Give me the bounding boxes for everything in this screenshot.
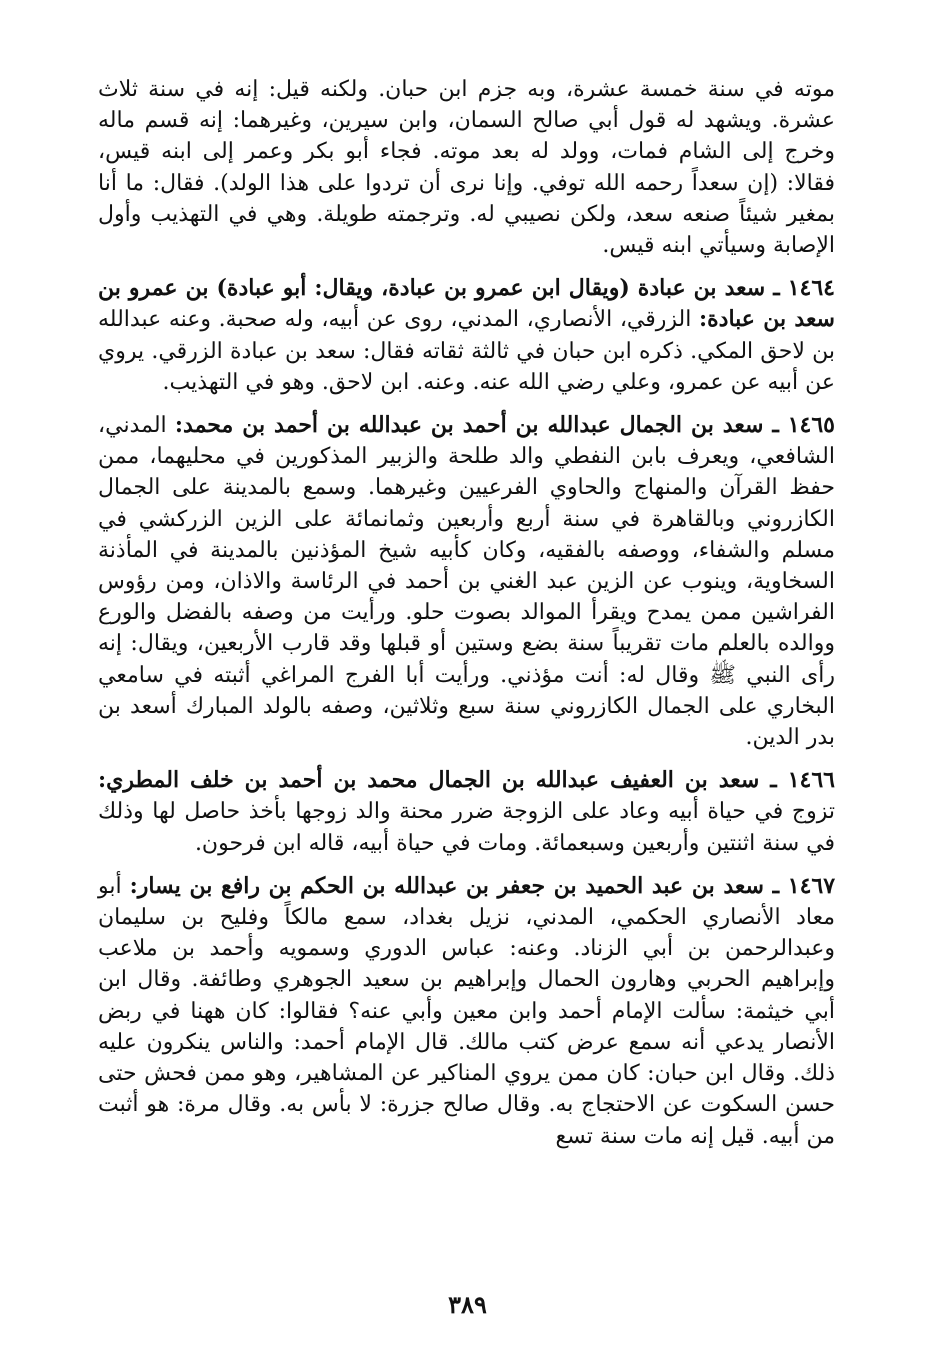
entry-1467 — [98, 871, 835, 1152]
entry-text: تزوج في حياة أبيه وعاد على الزوجة ضرر محنة والد زوجها بأخذ حاصل لها وذلك في سنة اثنتين وأربعين وسبعمائة. ومات في حياة أبيه، قاله ابن فرحون. — [98, 799, 835, 856]
entry-1465 — [98, 410, 835, 753]
page-number: ٣٨٩ — [448, 1290, 487, 1319]
entry-heading: ١٤٦٧ ـ سعد بن عبد الحميد بن جعفر بن عبدالله بن الحكم بن رافع بن يسار: — [129, 872, 836, 899]
paragraph-continuation — [98, 74, 835, 261]
entry-text: الزرقي، الأنصاري، المدني، روى عن أبيه، وله صحبة. وعنه عبدالله بن لاحق المكي. ذكره ابن حبان في ثالثة ثقاته فقال: سعد بن عبادة الزرقي. يروي عن أبيه عن عمرو، وعلي رضي الله عنه. وعنه. ابن لاحق. وهو في التهذيب. — [98, 307, 835, 395]
entry-heading: ١٤٦٥ ـ سعد بن الجمال عبدالله بن أحمد بن عبدالله بن أحمد بن محمد: — [174, 412, 835, 439]
text-block — [98, 74, 835, 1152]
entry-text: أبو معاد الأنصاري الحكمي، المدني، نزيل بغداد، سمع مالكاً وفليح بن سليمان وعبدالرحمن بن أبي الزناد. وعنه: عباس الدوري وسمويه وأحمد بن ملاعب وإبراهيم الحربي وهارون الحمال وإبراهيم بن سعيد الجوهري وطائفة. وقال ابن أبي خيثمة: سألت الإمام أحمد وابن معين وأبي عنه؟ فقالوا: كان ههنا في ربض الأنصار يدعي أنه سمع عرض كتب مالك. قال الإمام أحمد: والناس ينكرون عليه ذلك. وقال ابن حبان: كان ممن يروي المناكير عن المشاهير، وهو ممن فحش حتى حسن السكوت عن الاحتجاج به. وقال صالح جزرة: لا بأس به. وقال مرة: هو أثبت من أبيه. قيل إنه مات سنة تسع — [98, 873, 835, 1149]
paragraph-text: موته في سنة خمسة عشرة، وبه جزم ابن حبان. ولكنه قيل: إنه في سنة ثلاث عشرة. ويشهد له قول أبي صالح السمان، وابن سيرين، وغيرهما: إنه قسم ماله وخرج إلى الشام فمات، وولد له بعد موته. فجاء أبو بكر وعمر إلى ابنه قيس، فقالا: (إن سعداً رحمه الله توفي. وإنا نرى أن تردوا على هذا الولد). فقال: ما أنا بمغير شيئاً صنعه سعد، ولكن نصيبي له. وترجمته طويلة. وهي في التهذيب وأول الإصابة وسيأتي ابنه قيس. — [98, 77, 835, 259]
entry-heading: ١٤٦٦ ـ سعد بن العفيف عبدالله بن الجمال محمد بن أحمد بن خلف المطري: — [98, 767, 835, 794]
entry-1466 — [98, 765, 835, 859]
entry-text: المدني، الشافعي، ويعرف بابن النفطي والد طلحة والزبير المذكورين في محليهما، ممن حفظ القرآن والمنهاج والحاوي الفرعيين وغيرهما. وسمع بالمدينة على الجمال الكازروني وبالقاهرة في سنة أربع وأربعين وثمانمائة على الزين الزركشي في مسلم والشفاء، ووصفه بالفقيه، وكان كأبيه شيخ المؤذنين بالمدينة في المأذنة السخاوية، وينوب عن الزين عبد الغني بن أحمد في الرئاسة والاذان، ومن رؤوس الفراشين ممن يمدح ويقرأ الموالد بصوت حلو. ورأيت من وصفه بالفضل والورع ووالده بالعلم مات تقريباً سنة بضع وستين أو قبلها وقد قارب الأربعين، ويقال: إنه رأى النبي ﷺ وقال له: أنت مؤذني. ورأيت أبا الفرج المراغي أثبته في سامعي البخاري على الجمال الكازروني سنة سبع وثلاثين، وصفه بالولد المبارك أسعد بن بدر الدين. — [98, 413, 835, 751]
entry-heading: ١٤٦٤ ـ سعد بن عبادة (ويقال ابن عمرو بن عبادة، ويقال: أبو عبادة) بن عمرو بن سعد بن عبادة: — [98, 275, 835, 333]
entry-1464 — [98, 273, 835, 398]
